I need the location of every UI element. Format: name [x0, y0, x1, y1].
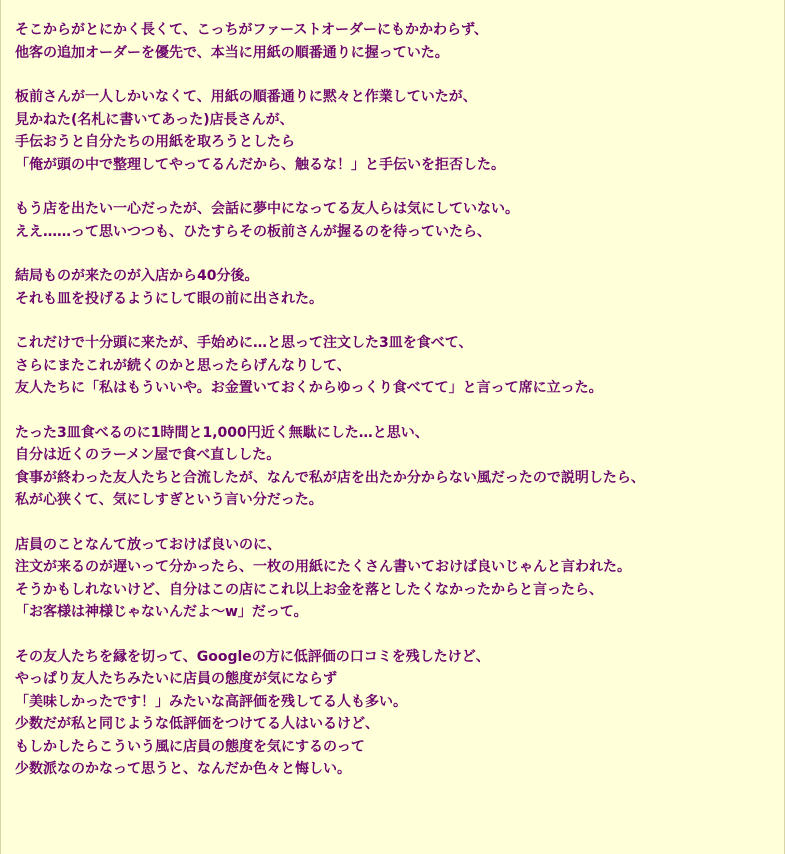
text-line: そこからがとにかく長くて、こっちがファーストオーダーにもかかわらず、 — [15, 22, 488, 38]
paragraph-1 — [15, 19, 774, 64]
text-line: 注文が来るのが遅いって分かったら、一枚の用紙にたくさん書いておけば良いじゃんと言われた。 — [15, 559, 631, 575]
text-line: そうかもしれないけど、自分はこの店にこれ以上お金を落としたくなかったからと言ったら、 — [15, 581, 603, 598]
text-line: 食事が終わった友人たちと合流したが、なんで私が店を出たか分からない風だったので説明したら、 — [15, 469, 645, 486]
text-line: もしかしたらこういう風に店員の態度を気にするのって — [15, 738, 365, 755]
text-line: 板前さんが一人しかいなくて、用紙の順番通りに黙々と作業していたが、 — [15, 89, 477, 105]
text-line: これだけで十分頭に来たが、手始めに…と思って注文した3皿を食べて、 — [15, 335, 473, 351]
text-line: それも皿を投げるようにして眼の前に出された。 — [15, 290, 323, 307]
text-line: 「俺が頭の中で整理してやってるんだから、触るな！」と手伝いを拒否した。 — [15, 156, 505, 173]
text-line: 友人たちに「私はもういいや。お金置いておくからゆっくり食べてて」と言って席に立った。 — [15, 380, 603, 396]
text-line: 他客の追加オーダーを優先で、本当に用紙の順番通りに握っていた。 — [15, 44, 449, 61]
text-line: 見かねた(名札に書いてあった)店長さんが、 — [15, 111, 294, 128]
text-line: たった3皿食べるのに1時間と1,000円近く無駄にした…と思い、 — [15, 424, 429, 441]
text-line: 「美味しかったです！」みたいな高評価を残してる人も多い。 — [15, 693, 407, 710]
text-line: もう店を出たい一心だったが、会話に夢中になってる友人らは気にしていない。 — [15, 201, 519, 217]
paragraph-4 — [15, 265, 774, 310]
text-line: 「お客様は神様じゃないんだよ～w」だって。 — [15, 604, 308, 620]
paragraph-2 — [15, 86, 774, 176]
paragraph-6 — [15, 422, 774, 512]
paragraph-3 — [15, 198, 774, 243]
paragraph-8 — [15, 646, 774, 781]
text-line: さらにまたこれが続くのかと思ったらげんなりして、 — [15, 357, 351, 374]
text-line: 結局ものが来たのが入店から40分後。 — [15, 268, 259, 284]
text-line: ええ……って思いつつも、ひたすらその板前さんが握るのを待っていたら、 — [15, 223, 491, 240]
text-line: 手伝おうと自分たちの用紙を取ろうとしたら — [15, 134, 295, 150]
paragraph-5 — [15, 332, 774, 400]
text-line: やっぱり友人たちみたいに店員の態度が気にならず — [15, 671, 337, 687]
text-line: 私が心狭くて、気にしすぎという言い分だった。 — [15, 492, 323, 508]
text-line: 少数派なのかなって思うと、なんだか色々と悔しい。 — [15, 761, 351, 777]
paragraph-7 — [15, 534, 774, 624]
text-line: 店員のことなんて放っておけば良いのに、 — [15, 536, 281, 553]
text-line: 自分は近くのラーメン屋で食べ直しした。 — [15, 447, 281, 463]
text-line: 少数だが私と同じような低評価をつけてる人はいるけど、 — [15, 716, 379, 732]
text-line: その友人たちを縁を切って、Googleの方に低評価の口コミを残したけど、 — [15, 648, 490, 665]
